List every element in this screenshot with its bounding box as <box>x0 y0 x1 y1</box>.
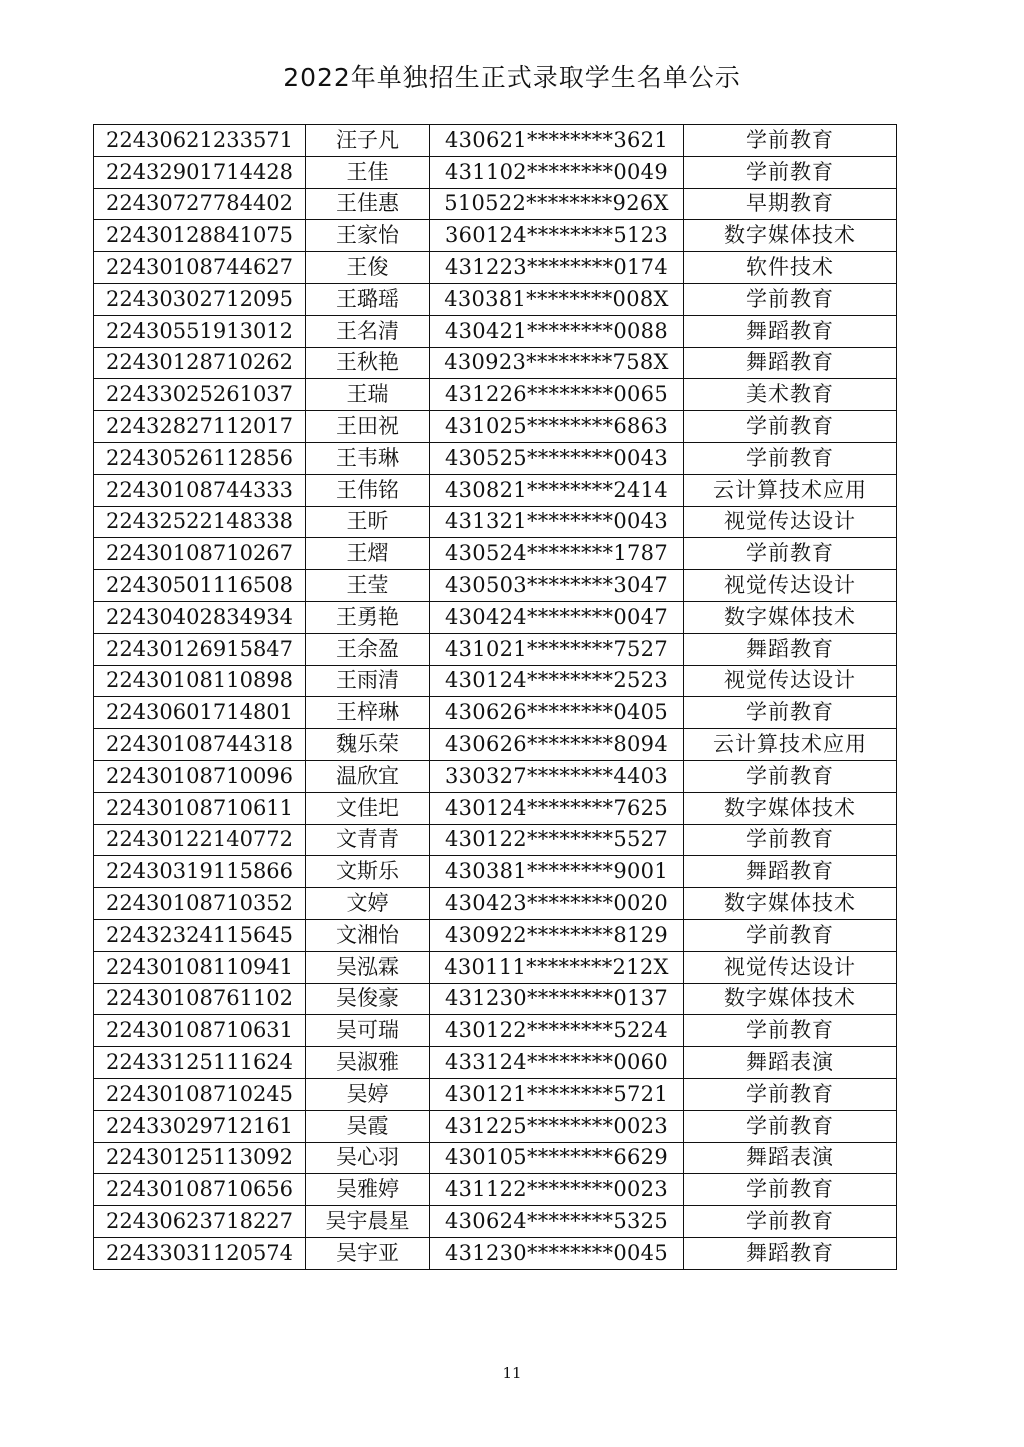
id-card-cell: 430621********3621 <box>430 125 684 157</box>
table-row <box>94 1142 897 1174</box>
major-cell: 数字媒体技术 <box>684 601 897 633</box>
id-card-cell: 430421********0088 <box>430 315 684 347</box>
id-card-cell: 430105********6629 <box>430 1142 684 1174</box>
exam-id-cell: 22433029712161 <box>94 1110 306 1142</box>
major-cell: 云计算技术应用 <box>684 729 897 761</box>
table-row <box>94 824 897 856</box>
table-row <box>94 283 897 315</box>
id-card-cell: 431230********0045 <box>430 1237 684 1269</box>
exam-id-cell: 22433025261037 <box>94 379 306 411</box>
student-name-cell: 吴雅婷 <box>306 1174 430 1206</box>
table-row <box>94 1174 897 1206</box>
major-cell: 舞蹈教育 <box>684 1237 897 1269</box>
id-card-cell: 430122********5224 <box>430 1015 684 1047</box>
student-name-cell: 王田祝 <box>306 411 430 443</box>
exam-id-cell: 22430108744333 <box>94 474 306 506</box>
exam-id-cell: 22430319115866 <box>94 856 306 888</box>
major-cell: 美术教育 <box>684 379 897 411</box>
exam-id-cell: 22433031120574 <box>94 1237 306 1269</box>
id-card-cell: 430122********5527 <box>430 824 684 856</box>
exam-id-cell: 22430108710096 <box>94 760 306 792</box>
table-row <box>94 983 897 1015</box>
student-name-cell: 王伟铭 <box>306 474 430 506</box>
table-row <box>94 1047 897 1079</box>
major-cell: 学前教育 <box>684 760 897 792</box>
table-row <box>94 379 897 411</box>
major-cell: 舞蹈表演 <box>684 1142 897 1174</box>
student-name-cell: 王余盈 <box>306 633 430 665</box>
id-card-cell: 431223********0174 <box>430 252 684 284</box>
major-cell: 数字媒体技术 <box>684 983 897 1015</box>
student-name-cell: 吴心羽 <box>306 1142 430 1174</box>
table-row <box>94 220 897 252</box>
exam-id-cell: 22430125113092 <box>94 1142 306 1174</box>
table-row <box>94 856 897 888</box>
id-card-cell: 430381********9001 <box>430 856 684 888</box>
student-name-cell: 吴宇亚 <box>306 1237 430 1269</box>
id-card-cell: 430381********008X <box>430 283 684 315</box>
table-row <box>94 474 897 506</box>
student-name-cell: 王昕 <box>306 506 430 538</box>
admission-list-body <box>94 125 897 1270</box>
student-name-cell: 吴霞 <box>306 1110 430 1142</box>
id-card-cell: 430525********0043 <box>430 442 684 474</box>
student-name-cell: 文佳圯 <box>306 792 430 824</box>
student-name-cell: 王莹 <box>306 570 430 602</box>
student-name-cell: 王熠 <box>306 538 430 570</box>
table-row <box>94 252 897 284</box>
id-card-cell: 431230********0137 <box>430 983 684 1015</box>
exam-id-cell: 22430601714801 <box>94 697 306 729</box>
id-card-cell: 430424********0047 <box>430 601 684 633</box>
student-name-cell: 吴可瑞 <box>306 1015 430 1047</box>
table-row <box>94 347 897 379</box>
major-cell: 学前教育 <box>684 156 897 188</box>
student-name-cell: 王瑞 <box>306 379 430 411</box>
id-card-cell: 431226********0065 <box>430 379 684 411</box>
exam-id-cell: 22432522148338 <box>94 506 306 538</box>
exam-id-cell: 22430623718227 <box>94 1206 306 1238</box>
major-cell: 学前教育 <box>684 442 897 474</box>
student-name-cell: 吴宇晨星 <box>306 1206 430 1238</box>
student-name-cell: 吴淑雅 <box>306 1047 430 1079</box>
student-name-cell: 文湘怡 <box>306 919 430 951</box>
exam-id-cell: 22430621233571 <box>94 125 306 157</box>
major-cell: 视觉传达设计 <box>684 506 897 538</box>
id-card-cell: 430124********2523 <box>430 665 684 697</box>
table-row <box>94 1237 897 1269</box>
table-row <box>94 125 897 157</box>
major-cell: 视觉传达设计 <box>684 951 897 983</box>
table-row <box>94 411 897 443</box>
major-cell: 学前教育 <box>684 919 897 951</box>
table-row <box>94 601 897 633</box>
major-cell: 学前教育 <box>684 125 897 157</box>
id-card-cell: 360124********5123 <box>430 220 684 252</box>
page-number: 11 <box>502 1364 522 1382</box>
exam-id-cell: 22430108710631 <box>94 1015 306 1047</box>
table-row <box>94 156 897 188</box>
exam-id-cell: 22430501116508 <box>94 570 306 602</box>
table-row <box>94 697 897 729</box>
id-card-cell: 430624********5325 <box>430 1206 684 1238</box>
table-row <box>94 919 897 951</box>
id-card-cell: 330327********4403 <box>430 760 684 792</box>
major-cell: 学前教育 <box>684 1078 897 1110</box>
table-row <box>94 506 897 538</box>
exam-id-cell: 22430551913012 <box>94 315 306 347</box>
student-name-cell: 吴婷 <box>306 1078 430 1110</box>
student-name-cell: 文婷 <box>306 888 430 920</box>
page-title: 2022年单独招生正式录取学生名单公示 <box>283 63 741 92</box>
id-card-cell: 510522********926X <box>430 188 684 220</box>
student-name-cell: 温欣宜 <box>306 760 430 792</box>
major-cell: 学前教育 <box>684 538 897 570</box>
student-name-cell: 王佳惠 <box>306 188 430 220</box>
student-name-cell: 文斯乐 <box>306 856 430 888</box>
id-card-cell: 430423********0020 <box>430 888 684 920</box>
exam-id-cell: 22430108761102 <box>94 983 306 1015</box>
id-card-cell: 431021********7527 <box>430 633 684 665</box>
exam-id-cell: 22430526112856 <box>94 442 306 474</box>
id-card-cell: 431122********0023 <box>430 1174 684 1206</box>
exam-id-cell: 22430402834934 <box>94 601 306 633</box>
table-row <box>94 760 897 792</box>
table-row <box>94 1078 897 1110</box>
id-card-cell: 431225********0023 <box>430 1110 684 1142</box>
major-cell: 数字媒体技术 <box>684 220 897 252</box>
id-card-cell: 430121********5721 <box>430 1078 684 1110</box>
student-name-cell: 王璐瑶 <box>306 283 430 315</box>
student-name-cell: 王秋艳 <box>306 347 430 379</box>
student-name-cell: 王名清 <box>306 315 430 347</box>
major-cell: 学前教育 <box>684 283 897 315</box>
table-row <box>94 315 897 347</box>
major-cell: 数字媒体技术 <box>684 792 897 824</box>
table-row <box>94 951 897 983</box>
exam-id-cell: 22430122140772 <box>94 824 306 856</box>
student-name-cell: 王勇艳 <box>306 601 430 633</box>
id-card-cell: 430821********2414 <box>430 474 684 506</box>
exam-id-cell: 22432901714428 <box>94 156 306 188</box>
exam-id-cell: 22430108744627 <box>94 252 306 284</box>
table-row <box>94 665 897 697</box>
student-name-cell: 王韦琳 <box>306 442 430 474</box>
major-cell: 软件技术 <box>684 252 897 284</box>
id-card-cell: 430626********0405 <box>430 697 684 729</box>
student-name-cell: 王家怡 <box>306 220 430 252</box>
major-cell: 舞蹈教育 <box>684 315 897 347</box>
table-row <box>94 888 897 920</box>
exam-id-cell: 22430128841075 <box>94 220 306 252</box>
id-card-cell: 430111********212X <box>430 951 684 983</box>
exam-id-cell: 22430126915847 <box>94 633 306 665</box>
id-card-cell: 430626********8094 <box>430 729 684 761</box>
id-card-cell: 430124********7625 <box>430 792 684 824</box>
exam-id-cell: 22430108110941 <box>94 951 306 983</box>
exam-id-cell: 22432324115645 <box>94 919 306 951</box>
table-row <box>94 538 897 570</box>
table-row <box>94 1015 897 1047</box>
major-cell: 早期教育 <box>684 188 897 220</box>
exam-id-cell: 22430108110898 <box>94 665 306 697</box>
exam-id-cell: 22430302712095 <box>94 283 306 315</box>
major-cell: 学前教育 <box>684 697 897 729</box>
admission-list-table <box>93 124 897 1270</box>
table-row <box>94 792 897 824</box>
exam-id-cell: 22432827112017 <box>94 411 306 443</box>
exam-id-cell: 22430128710262 <box>94 347 306 379</box>
id-card-cell: 431321********0043 <box>430 506 684 538</box>
exam-id-cell: 22430108710656 <box>94 1174 306 1206</box>
major-cell: 学前教育 <box>684 1015 897 1047</box>
major-cell: 视觉传达设计 <box>684 570 897 602</box>
major-cell: 学前教育 <box>684 1174 897 1206</box>
student-name-cell: 文青青 <box>306 824 430 856</box>
id-card-cell: 430922********8129 <box>430 919 684 951</box>
table-row <box>94 188 897 220</box>
student-name-cell: 王雨清 <box>306 665 430 697</box>
id-card-cell: 430524********1787 <box>430 538 684 570</box>
exam-id-cell: 22430727784402 <box>94 188 306 220</box>
major-cell: 云计算技术应用 <box>684 474 897 506</box>
major-cell: 学前教育 <box>684 411 897 443</box>
exam-id-cell: 22430108710267 <box>94 538 306 570</box>
id-card-cell: 430503********3047 <box>430 570 684 602</box>
major-cell: 学前教育 <box>684 1110 897 1142</box>
exam-id-cell: 22430108710245 <box>94 1078 306 1110</box>
major-cell: 视觉传达设计 <box>684 665 897 697</box>
major-cell: 学前教育 <box>684 1206 897 1238</box>
table-row <box>94 1110 897 1142</box>
table-row <box>94 570 897 602</box>
table-row <box>94 1206 897 1238</box>
student-name-cell: 王俊 <box>306 252 430 284</box>
student-name-cell: 王佳 <box>306 156 430 188</box>
major-cell: 舞蹈教育 <box>684 856 897 888</box>
major-cell: 舞蹈表演 <box>684 1047 897 1079</box>
student-name-cell: 魏乐荣 <box>306 729 430 761</box>
id-card-cell: 431102********0049 <box>430 156 684 188</box>
exam-id-cell: 22430108744318 <box>94 729 306 761</box>
table-row <box>94 442 897 474</box>
exam-id-cell: 22433125111624 <box>94 1047 306 1079</box>
exam-id-cell: 22430108710611 <box>94 792 306 824</box>
id-card-cell: 430923********758X <box>430 347 684 379</box>
student-name-cell: 汪子凡 <box>306 125 430 157</box>
table-row <box>94 633 897 665</box>
major-cell: 舞蹈教育 <box>684 633 897 665</box>
table-row <box>94 729 897 761</box>
major-cell: 数字媒体技术 <box>684 888 897 920</box>
major-cell: 舞蹈教育 <box>684 347 897 379</box>
student-name-cell: 吴俊豪 <box>306 983 430 1015</box>
id-card-cell: 433124********0060 <box>430 1047 684 1079</box>
exam-id-cell: 22430108710352 <box>94 888 306 920</box>
id-card-cell: 431025********6863 <box>430 411 684 443</box>
student-name-cell: 吴泓霖 <box>306 951 430 983</box>
major-cell: 学前教育 <box>684 824 897 856</box>
student-name-cell: 王梓琳 <box>306 697 430 729</box>
